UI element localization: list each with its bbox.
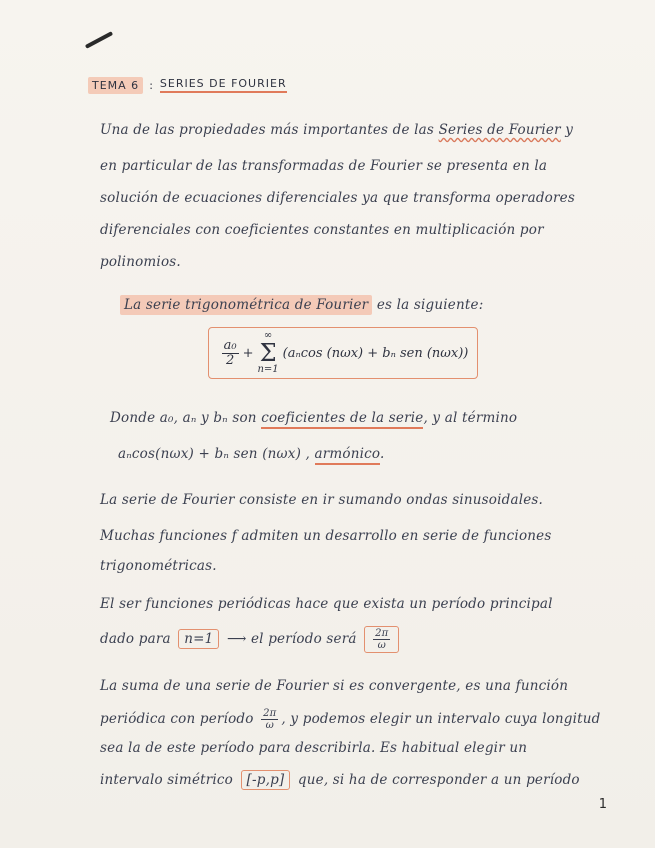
coefficients-line-1: Donde a₀, aₙ y bₙ son coeficientes de la serie, y al término bbox=[110, 410, 517, 426]
series-intro-highlight: La serie trigonométrica de Fourier bbox=[120, 295, 372, 315]
fourier-series-formula bbox=[208, 327, 478, 379]
coefficients-line-2: aₙcos(nωx) + bₙ sen (nωx) , armónico. bbox=[118, 446, 385, 462]
paragraph-4-line-1: La suma de una serie de Fourier si es convergente, es una función bbox=[100, 678, 569, 694]
formula-body: (aₙcos (nωx) + bₙ sen (nωx)) bbox=[282, 345, 469, 361]
paragraph-2-line-3: trigonométricas. bbox=[100, 558, 217, 574]
series-de-fourier-term: Series de Fourier bbox=[438, 122, 561, 138]
armonico-term: armónico bbox=[315, 446, 381, 465]
paragraph-1-line-1: Una de las propiedades más importantes de las Series de Fourier y bbox=[100, 122, 574, 138]
paragraph-4-line-3: sea la de este período para describirla. Es habitual elegir un bbox=[100, 740, 528, 756]
title-subject: SERIES DE FOURIER bbox=[160, 77, 287, 93]
paragraph-2-line-2: Muchas funciones f admiten un desarrollo en serie de funciones bbox=[100, 528, 552, 544]
summation-symbol: ∞ Σ n=1 bbox=[257, 330, 279, 375]
period-fraction-box: $\frac{2\pi}{\omega}$ bbox=[364, 626, 399, 653]
n-equals-1-box: n=1 bbox=[178, 629, 219, 649]
series-intro: La serie trigonométrica de Fourier es la siguiente: bbox=[120, 297, 483, 313]
paragraph-2-line-1: La serie de Fourier consiste en ir sumando ondas sinusoidales. bbox=[100, 492, 544, 508]
paragraph-3-line-1: El ser funciones periódicas hace que exista un período principal bbox=[100, 596, 553, 612]
title-separator: : bbox=[149, 78, 154, 92]
paragraph-1-line-5: polinomios. bbox=[100, 254, 181, 270]
coeficientes-term: coeficientes de la serie bbox=[261, 410, 423, 429]
page-number: 1 bbox=[598, 797, 607, 812]
symmetric-interval-box: [-p,p] bbox=[241, 770, 291, 790]
paragraph-1-line-4: diferenciales con coeficientes constantes en multiplicación por bbox=[100, 222, 544, 238]
paragraph-4-line-2: periódica con período $\frac{2\pi}{\omega}$ , y podemos elegir un intervalo cuya longitud bbox=[100, 708, 601, 731]
formula-a0-fraction: $\frac{\text{a₀}}{2}$ bbox=[223, 337, 237, 368]
page-title bbox=[88, 74, 287, 96]
formula-plus: + bbox=[242, 345, 254, 361]
paragraph-3-line-2: dado para n=1 ⟶ el período será $\frac{2\pi}{\omega}$ bbox=[100, 626, 402, 653]
paragraph-1-line-2: en particular de las transformadas de Fourier se presenta en la bbox=[100, 158, 548, 174]
paragraph-1-line-3: solución de ecuaciones diferenciales ya que transforma operadores bbox=[100, 190, 575, 206]
title-tema: TEMA 6 bbox=[88, 77, 143, 94]
period-fraction: $\frac{2\pi}{\omega}$ bbox=[263, 708, 277, 731]
paragraph-4-line-4: intervalo simétrico [-p,p] que, si ha de corresponder a un período bbox=[100, 772, 580, 788]
pen-mark bbox=[85, 31, 113, 49]
